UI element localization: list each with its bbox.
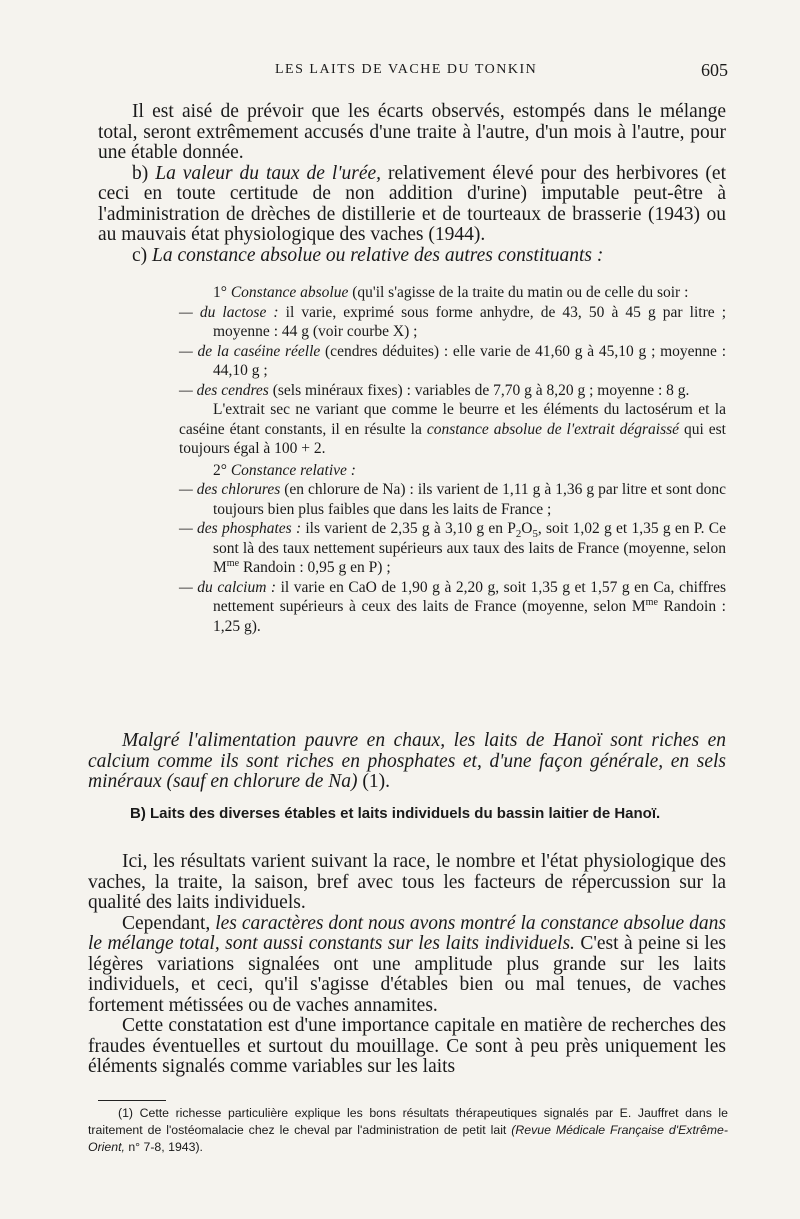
paragraph-uree	[98, 164, 726, 246]
paragraph-cette: Cette constatation est d'une importance capitale en matière de recherches des fraudes éventuelles et surtout du mouillage. Ce sont à peu près uniquement les éléments signalés comme variables sur les laits	[88, 1015, 726, 1077]
phosphates-text-b: O	[521, 520, 533, 537]
cependant-text: Cependant,	[122, 912, 216, 934]
calcium-text-a: il varie en CaO de 1,90 g à 2,20 g, soit 1,35 g et 1,57 g en Ca, chiffres nettement supérieurs à ceux des laits de France (moyenne, selon M	[213, 578, 726, 615]
chlorures-item	[179, 480, 726, 519]
footnote-paragraph	[88, 1105, 728, 1156]
intro-text-block	[98, 102, 726, 266]
extrait-end: qui est toujours égal à 100 + 2.	[179, 420, 726, 457]
footnote	[88, 1105, 728, 1156]
paragraph-ici: Ici, les résultats varient suivant la race, le nombre et l'état physiologique des vaches, la traite, la saison, bref avec tous les facteurs de répercussion sur la qualité des laits individuels.	[88, 851, 726, 913]
running-title: LES LAITS DE VACHE DU TONKIN	[275, 62, 538, 77]
calcium-item	[179, 578, 726, 637]
constance-absolue-label: Constance absolue	[230, 284, 349, 301]
lower-text-block	[88, 852, 726, 1078]
chlorures-label: — des chlorures	[179, 481, 281, 498]
footnote-end: n° 7-8, 1943).	[124, 1140, 203, 1154]
phosphates-label: — des phosphates :	[179, 520, 302, 537]
cependant-italic: les caractères dont nous avons montré la constance absolue dans le mélange total, sont aussi constants sur les laits individuels.	[88, 912, 727, 954]
number-2: 2°	[213, 461, 231, 479]
number-1: 1°	[213, 284, 231, 301]
footnote-text: (1) Cette richesse particulière explique les bons résultats thérapeutiques signalés par E. Jauffret dans le traitement de l'ostéomalacie chez le cheval par l'administration de petit lait	[88, 1106, 728, 1137]
lactose-label: — du lactose :	[179, 303, 279, 321]
phosphates-text-a: ils varient de 2,35 g à 3,10 g en P	[301, 520, 516, 537]
constance-heading-italic: La constance absolue ou relative des autres constituants :	[152, 244, 604, 266]
caseine-label: — de la caséine réelle	[179, 342, 321, 360]
extrait-text: L'extrait sec ne variant que comme le beurre et les éléments du lactosérum et la caséine étant constants, il en résulte la	[179, 401, 726, 438]
footnote-italic: (Revue Médicale Française d'Extrême-Orient,	[88, 1123, 728, 1154]
uree-italic: La valeur du taux de l'urée,	[155, 162, 382, 184]
paragraph-constance-heading	[98, 246, 726, 267]
phosphates-item	[179, 519, 726, 578]
cendres-text: (sels minéraux fixes) : variables de 7,70 g à 8,20 g ; moyenne : 8 g.	[268, 381, 690, 399]
footnote-divider	[98, 1100, 166, 1101]
constance-absolue-text: (qu'il s'agisse de la traite du matin ou de celle du soir :	[348, 284, 689, 301]
uree-text: relativement élevé pour des herbivores (et ceci en toute certitude de non addition d'urine) imputable peut-être à l'administration de drèches de distillerie et de tourteaux de brasserie (1943) ou au mauvais état physiologique des vaches (1944).	[98, 162, 726, 245]
cendres-label: — des cendres	[179, 381, 269, 399]
caseine-item	[179, 342, 726, 381]
footnote-ref: (1).	[357, 771, 391, 792]
superscript-me-2: me	[645, 596, 658, 608]
constituents-block	[179, 283, 726, 636]
page-number: 605	[701, 60, 728, 80]
constance-absolue-intro	[179, 283, 726, 303]
subscript-5: 5	[532, 528, 538, 541]
chlorures-text: (en chlorure de Na) : ils varient de 1,11 g à 1,36 g par litre et sont donc toujours bien plus faibles que dans les laits de France ;	[213, 481, 726, 518]
section-heading-b: B) Laits des diverses étables et laits individuels du bassin laitier de Hanoï.	[130, 805, 661, 822]
calcium-label: — du calcium :	[179, 578, 277, 596]
constance-relative-label: Constance relative :	[230, 461, 356, 479]
extrait-italic: constance absolue de l'extrait dégraissé	[426, 420, 680, 438]
constance-relative-intro	[179, 461, 726, 481]
phosphates-text-c: , soit 1,02 g et 1,35 g en P. Ce sont là des taux nettement supérieurs aux taux des laits de France (moyenne, selon M	[213, 520, 726, 576]
conclusion-paragraph	[88, 731, 726, 793]
paragraph-cependant	[88, 914, 726, 1017]
lactose-item	[179, 303, 726, 342]
calcium-text-b: Randoin : 1,25 g).	[213, 598, 726, 635]
extrait-paragraph	[179, 400, 726, 459]
caseine-text: (cendres déduites) : elle varie de 41,60 g à 45,10 g ; moyenne : 44,10 g ;	[213, 342, 727, 379]
item-marker-c: c)	[132, 244, 153, 266]
cependant-rest: C'est à peine si les légères variations signalées ont une amplitude plus grande sur les laits individuels, et ceci, qu'il s'agisse d'étables bien ou mal tenues, de vaches fortement métissées ou de vaches annamites.	[88, 933, 726, 1016]
lactose-text: il varie, exprimé sous forme anhydre, de 43, 50 à 45 g par litre ; moyenne : 44 g (voir courbe X) ;	[213, 303, 726, 340]
page-header	[0, 62, 800, 84]
subscript-2: 2	[515, 528, 522, 541]
item-marker-b: b)	[132, 162, 156, 184]
conclusion-italic: Malgré l'alimentation pauvre en chaux, les laits de Hanoï sont riches en calcium comme ils sont riches en phosphates et, d'une façon générale, en sels minéraux (sauf en chlorure de Na)	[88, 730, 726, 792]
superscript-me: me	[226, 557, 240, 569]
phosphates-text-d: Randoin : 0,95 g en P) ;	[239, 559, 391, 576]
paragraph-ecarts: Il est aisé de prévoir que les écarts observés, estompés dans le mélange total, seront extrêmement accusés d'une traite à l'autre, d'un mois à l'autre, pour une étable donnée.	[98, 101, 726, 163]
conclusion-block	[88, 731, 726, 793]
cendres-item	[179, 381, 726, 401]
